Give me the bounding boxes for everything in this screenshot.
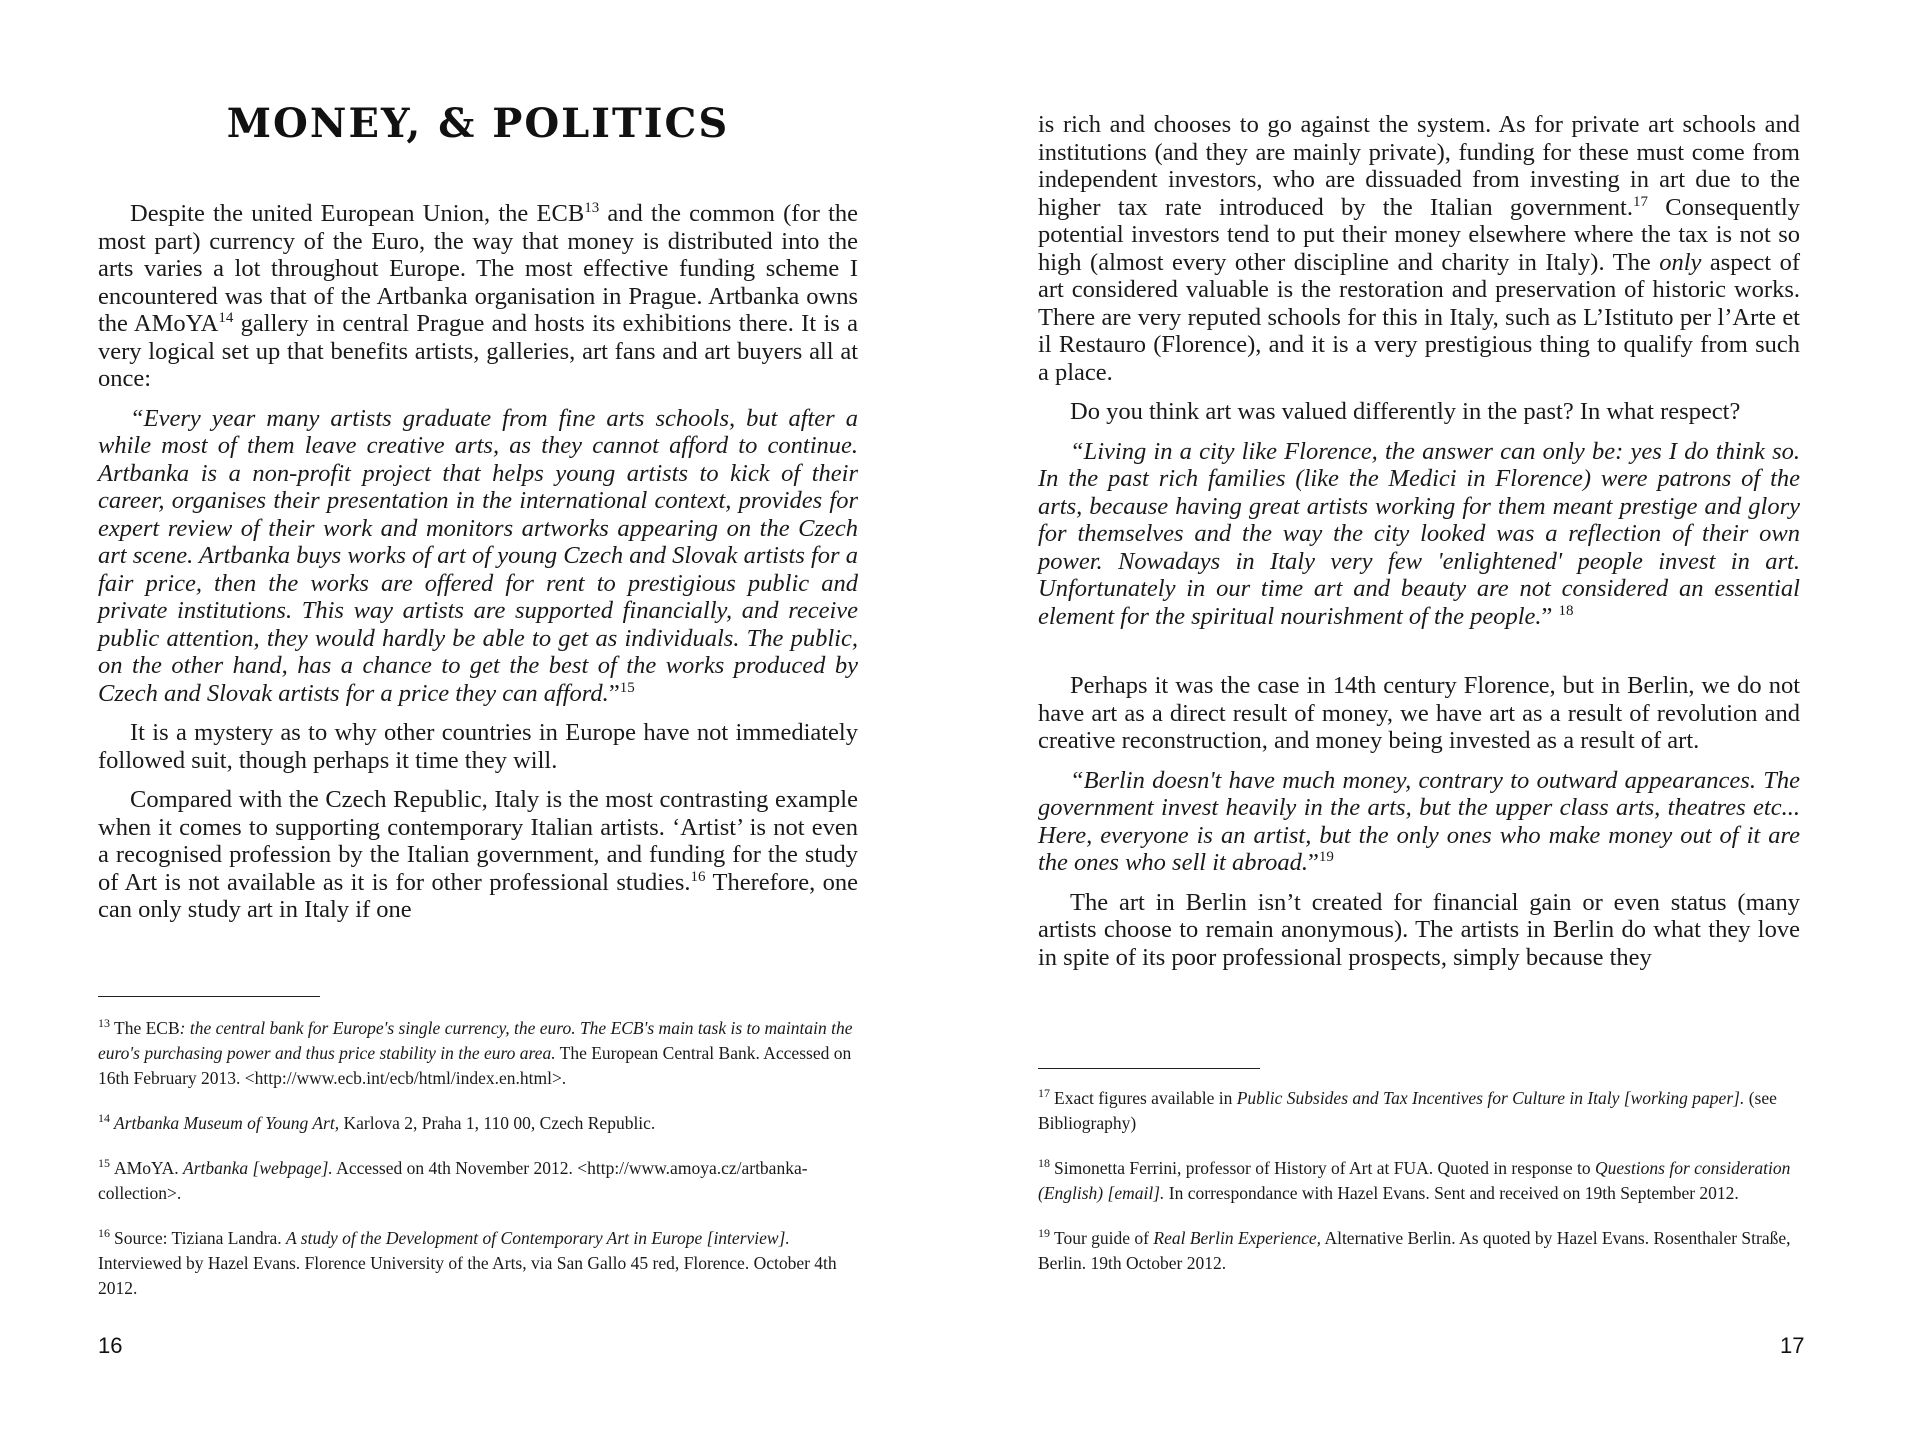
- right-footnotes: [1038, 1086, 1800, 1296]
- paragraph: Do you think art was valued differently in the past? In what respect?: [1070, 398, 1741, 425]
- paragraph: Perhaps it was the case in 14th century Florence, but in Berlin, we do not have art as a direct result of money, we have art as a result of revolution and creative reconstruction, and money being invested as a result of art.: [1038, 672, 1800, 754]
- footnote-15: $^{15}$ AMoYA. Artbanka [webpage]. Accessed on 4th November 2012. <http://www.amoya.cz/artbanka-collection>.: [98, 1156, 808, 1203]
- paragraph: Compared with the Czech Republic, Italy is the most contrasting example when it comes to supporting contemporary Italian artists. ‘Artist’ is not even a recognised profession by the Italian government, and funding for the study of Art is not available as it is for other professional studies.$^{16}$ Therefore, one can only study art in Italy if one: [98, 786, 858, 923]
- footnote-16: $^{16}$ Source: Tiziana Landra. A study of the Development of Contemporary Art in Europe [interview]. Interviewed by Hazel Evans. Florence University of the Arts, via San Gallo 45 red, Florence. October 4th 2012.: [98, 1226, 837, 1298]
- footnote-ref[interactable]: 16: [690, 868, 706, 885]
- chapter-title: MONEY, & POLITICS: [226, 100, 730, 147]
- paragraph: It is a mystery as to why other countries in Europe have not immediately followed suit, though perhaps it time they will.: [98, 719, 858, 774]
- footnote-ref[interactable]: 18: [1558, 602, 1574, 619]
- block-quote: “Living in a city like Florence, the answer can only be: yes I do think so. In the past rich families (like the Medici in Florence) were patrons of the arts, because having great artists working for them meant prestige and glory for themselves and the way the city looked was a reflection of their own power. Nowadays in Italy very few 'enlightened' people invest in art. Unfortunately in our time art and beauty are not considered an essential element for the spiritual nourishment of the people.” $^{18}$: [1038, 437, 1800, 630]
- footnote-17: $^{17}$ Exact figures available in Public Subsides and Tax Incentives for Culture in Italy [working paper]. (see Bibliography): [1038, 1086, 1777, 1133]
- footnote-ref[interactable]: 17: [1632, 193, 1648, 210]
- paragraph: is rich and chooses to go against the system. As for private art schools and institutions (and they are mainly private), funding for these must come from independent investors, who are dissuaded from investing in art due to the higher tax rate introduced by the Italian government.$^{17}$ Consequently potential investors tend to put their money elsewhere where the tax is not so high (almost every other discipline and charity in Italy). The only aspect of art considered valuable is the restoration and preservation of historic works. There are very reputed schools for this in Italy, such as L’Istituto per l’Arte et il Restauro (Florence), and it is a very prestigious thing to qualify from such a place.: [1038, 111, 1800, 386]
- left-body-text: [98, 200, 858, 936]
- paragraph: The art in Berlin isn’t created for financial gain or even status (many artists choose to remain anonymous). The artists in Berlin do what they love in spite of its poor professional prospects, simply because they: [1038, 888, 1800, 971]
- paragraph: Despite the united European Union, the ECB$^{13}$ and the common (for the most part) currency of the Euro, the way that money is distributed into the arts varies a lot throughout Europe. The most effective funding scheme I encountered was that of the Artbanka organisation in Prague. Artbanka owns the AMoYA$^{14}$ gallery in central Prague and hosts its exhibitions there. It is a very logical set up that benefits artists, galleries, art fans and art buyers all at once:: [98, 199, 859, 392]
- footnote-18: $^{18}$ Simonetta Ferrini, professor of History of Art at FUA. Quoted in response to Questions for consideration (English) [email]. In correspondance with Hazel Evans. Sent and received on 19th September 2012.: [1038, 1156, 1791, 1203]
- right-body-text: [1038, 111, 1800, 983]
- page-number: 17: [1780, 1333, 1805, 1358]
- footnote-13: $^{13}$ The ECB: the central bank for Europe's single currency, the euro. The ECB's main task is to maintain the euro's purchasing power and thus price stability in the euro area. The European Central Bank. Accessed on 16th February 2013. <http://www.ecb.int/ecb/html/index.en.html>.: [98, 1016, 853, 1088]
- footnote-ref[interactable]: 15: [619, 679, 635, 696]
- footnote-14: $^{14}$ Artbanka Museum of Young Art, Karlova 2, Praha 1, 110 00, Czech Republic.: [98, 1111, 656, 1133]
- footnote-ref[interactable]: 13: [584, 199, 600, 216]
- block-quote: “Every year many artists graduate from fine arts schools, but after a while most of them leave creative arts, as they cannot afford to continue. Artbanka is a non-profit project that helps young artists to kick of their career, organises their presentation in the international context, provides for expert review of their work and monitors artworks appearing on the Czech art scene. Artbanka buys works of art of young Czech and Slovak artists for a fair price, then the works are offered for rent to prestigious public and private institutions. This way artists are supported financially, and receive public attention, they would hardly be able to get as individuals. The public, on the other hand, has a chance to get the best of the works produced by Czech and Slovak artists for a price they can afford.”$^{15}$: [98, 404, 858, 707]
- block-quote: “Berlin doesn't have much money, contrary to outward appearances. The government invest heavily in the arts, but the upper class arts, theatres etc... Here, everyone is an artist, but the only ones who make money out of it are the ones who sell it abroad.”$^{19}$: [1038, 766, 1800, 876]
- footnote-ref[interactable]: 14: [218, 309, 234, 326]
- footnote-19: $^{19}$ Tour guide of Real Berlin Experience, Alternative Berlin. As quoted by Hazel Evans. Rosenthaler Straße, Berlin. 19th October 2012.: [1038, 1226, 1791, 1273]
- footnote-ref[interactable]: 19: [1318, 848, 1334, 865]
- left-footnotes: [98, 1016, 858, 1321]
- page-number: 16: [98, 1333, 123, 1358]
- footnote-divider: [98, 996, 320, 997]
- footnote-divider: [1038, 1068, 1260, 1069]
- right-page: [960, 0, 1920, 1440]
